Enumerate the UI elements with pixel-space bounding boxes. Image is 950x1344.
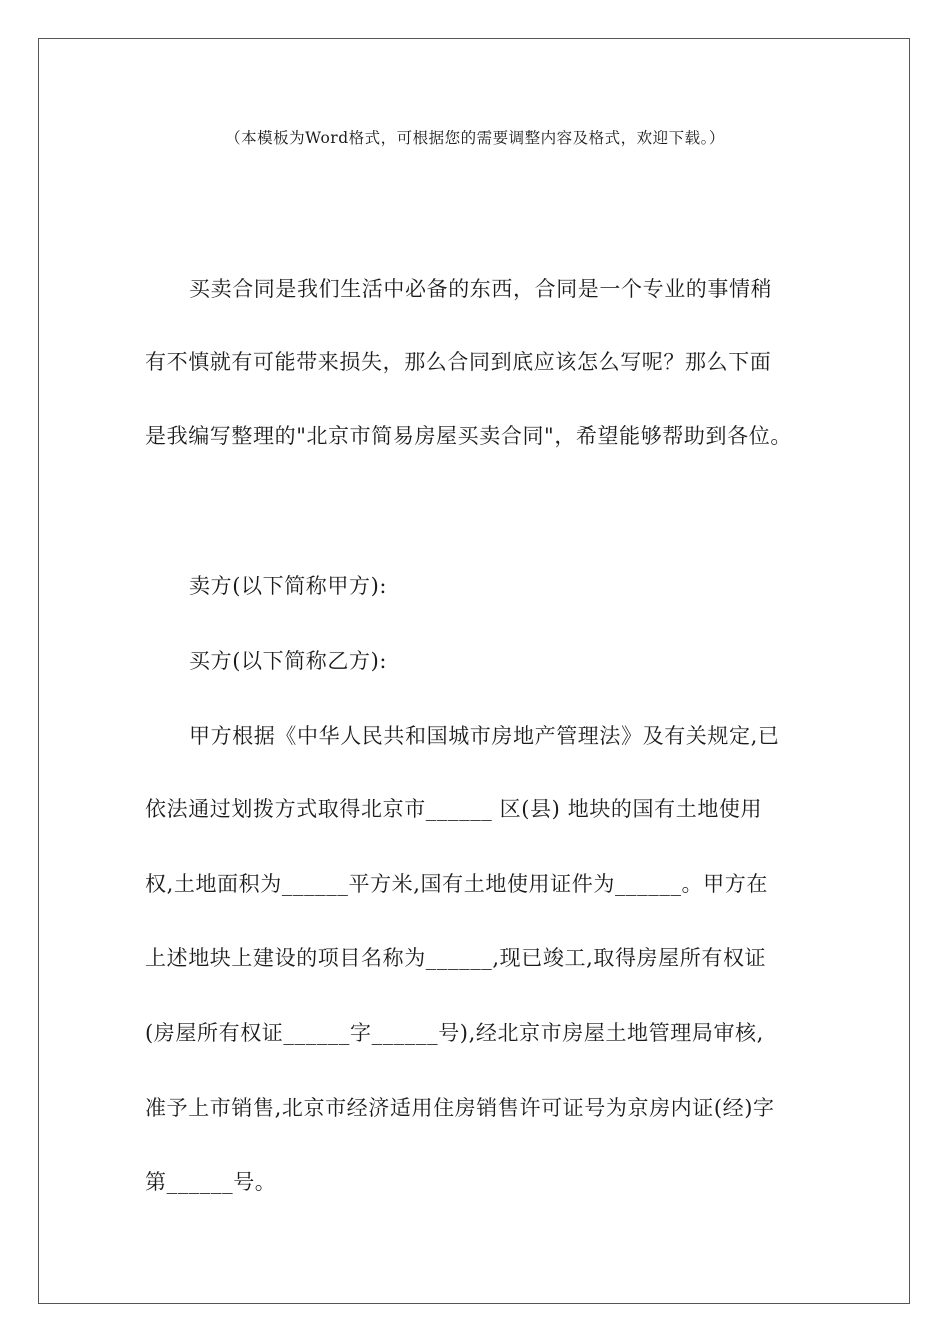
body-line-4: 上述地块上建设的项目名称为______,现已竣工,取得房屋所有权证	[145, 946, 767, 970]
seller-line: 卖方(以下简称甲方):	[189, 574, 388, 598]
body-line-5: (房屋所有权证______字______号),经北京市房屋土地管理局审核,	[145, 1021, 764, 1045]
intro-line-2: 有不慎就有可能带来损失，那么合同到底应该怎么写呢？那么下面	[145, 350, 772, 374]
template-note: （本模板为Word格式，可根据您的需要调整内容及格式，欢迎下载。）	[225, 129, 725, 147]
body-line-7: 第______号。	[145, 1170, 277, 1194]
body-line-2: 依法通过划拨方式取得北京市______ 区(县) 地块的国有土地使用	[145, 797, 763, 821]
body-line-1: 甲方根据《中华人民共和国城市房地产管理法》及有关规定,已	[189, 724, 780, 748]
buyer-line: 买方(以下简称乙方):	[189, 649, 388, 673]
body-line-6: 准予上市销售,北京市经济适用住房销售许可证号为京房内证(经)字	[145, 1096, 775, 1120]
intro-line-3: 是我编写整理的"北京市简易房屋买卖合同"，希望能够帮助到各位。	[145, 424, 792, 448]
body-line-3: 权,土地面积为______平方米,国有土地使用证件为______。甲方在	[145, 872, 768, 896]
intro-line-1: 买卖合同是我们生活中必备的东西，合同是一个专业的事情稍	[189, 277, 773, 301]
